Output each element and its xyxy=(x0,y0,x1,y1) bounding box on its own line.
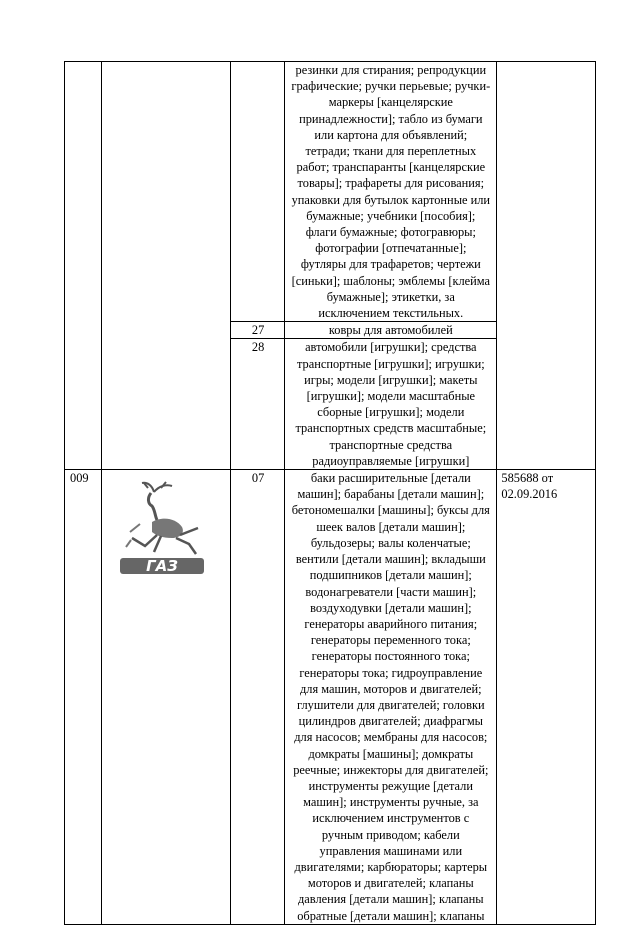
goods-line: генераторы тока; гидроуправление xyxy=(299,665,483,680)
goods-line: шеек валов [детали машин]; xyxy=(316,519,466,534)
goods-line: инструменты режущие [детали xyxy=(308,778,473,793)
goods-line: для машин, моторов и двигателей; xyxy=(299,681,482,696)
goods-line: флаги бумажные; фотогравюры; xyxy=(305,225,476,240)
goods-line: товары]; трафареты для рисования; xyxy=(297,176,485,191)
logo-cell xyxy=(102,470,231,925)
table-row xyxy=(65,470,596,925)
registration-number: 585688 от xyxy=(501,471,554,486)
goods-line: или картона для объявлений; xyxy=(314,127,468,142)
goods-line: маркеры [канцелярские xyxy=(328,95,453,110)
goods-line: упаковки для бутылок картонные или xyxy=(291,192,491,207)
number-cell: 009 xyxy=(65,470,102,925)
goods-line: управления машинами или xyxy=(319,843,463,858)
goods-line: генераторы аварийного питания; xyxy=(304,616,478,631)
goods-line: игры; модели [игрушки]; макеты xyxy=(304,372,478,387)
goods-line: футляры для трафаретов; чертежи xyxy=(300,257,481,272)
table-row xyxy=(65,62,596,322)
goods-cell xyxy=(285,339,497,470)
goods-line: исключением инструментов с xyxy=(312,811,470,826)
logo-text: ГАЗ xyxy=(146,557,179,576)
trademark-table xyxy=(64,61,596,925)
goods-line: бульдозеры; валы коленчатые; xyxy=(310,535,471,550)
goods-line: радиоуправляемые [игрушки] xyxy=(312,453,470,468)
goods-line: машин]; инструменты ручные, за xyxy=(303,795,479,810)
registration-cell xyxy=(497,470,596,925)
goods-line: генераторы переменного тока; xyxy=(310,633,471,648)
goods-line: цилиндров двигателей; диафрагмы xyxy=(298,714,484,729)
goods-line: бумажные; учебники [пособия]; xyxy=(306,208,476,223)
goods-line: исключением текстильных. xyxy=(318,306,464,321)
goods-line: генераторы постоянного тока; xyxy=(311,649,470,664)
goods-cell xyxy=(285,470,497,925)
class-cell: 28 xyxy=(230,339,284,470)
goods-line: работ; транспаранты [канцелярские xyxy=(296,160,486,175)
goods-line: фотографии [отпечатанные]; xyxy=(315,241,467,256)
goods-line: [синьки]; шаблоны; эмблемы [клейма xyxy=(291,273,491,288)
goods-cell xyxy=(285,322,497,339)
gaz-deer-logo xyxy=(114,480,210,576)
goods-line: транспортные средства xyxy=(329,437,453,452)
goods-line: вентили [детали машин]; вкладыши xyxy=(295,552,486,567)
goods-line: принадлежности]; табло из бумаги xyxy=(299,111,483,126)
goods-line: бетономешалки [машины]; буксы для xyxy=(291,503,490,518)
goods-line: графические; ручки перьевые; ручки- xyxy=(291,79,491,94)
goods-line: двигателями; карбюраторы; картеры xyxy=(294,859,488,874)
goods-line: автомобили [игрушки]; средства xyxy=(305,340,477,355)
goods-line: реечные; инжекторы для двигателей; xyxy=(293,762,489,777)
goods-line: моторов и двигателей; клапаны xyxy=(307,876,474,891)
goods-line: машин]; барабаны [детали машин]; xyxy=(297,487,485,502)
goods-line: [игрушки]; модели масштабные xyxy=(306,389,476,404)
goods-line: бумажные]; этикетки, за xyxy=(326,289,455,304)
goods-cell xyxy=(285,62,497,322)
goods-line: транспортных средств масштабные; xyxy=(295,421,487,436)
class-cell: 27 xyxy=(230,322,284,339)
goods-line: ковры для автомобилей xyxy=(328,323,453,338)
goods-line: домкраты [машины]; домкраты xyxy=(308,746,474,761)
number-cell xyxy=(65,62,102,470)
goods-line: подшипников [детали машин]; xyxy=(309,568,472,583)
goods-line: резинки для стирания; репродукции xyxy=(295,63,487,77)
goods-line: баки расширительные [детали xyxy=(310,471,471,486)
goods-line: глушители для двигателей; головки xyxy=(297,697,485,712)
goods-line: транспортные [игрушки]; игрушки; xyxy=(296,356,485,371)
goods-line: обратные [детали машин]; клапаны xyxy=(297,908,485,923)
logo-cell xyxy=(102,62,231,470)
goods-line: водонагреватели [части машин]; xyxy=(305,584,477,599)
goods-line: воздуходувки [детали машин]; xyxy=(310,600,472,615)
goods-line: сборные [игрушки]; модели xyxy=(317,405,465,420)
registration-cell xyxy=(497,62,596,470)
goods-line: тетради; ткани для переплетных xyxy=(305,144,477,159)
class-cell xyxy=(230,62,284,322)
class-cell: 07 xyxy=(230,470,284,925)
goods-line: ручным приводом; кабели xyxy=(321,827,460,842)
goods-line: для насосов; мембраны для насосов; xyxy=(294,730,488,745)
registration-date: 02.09.2016 xyxy=(501,487,558,502)
goods-line: давления [детали машин]; клапаны xyxy=(298,892,484,907)
